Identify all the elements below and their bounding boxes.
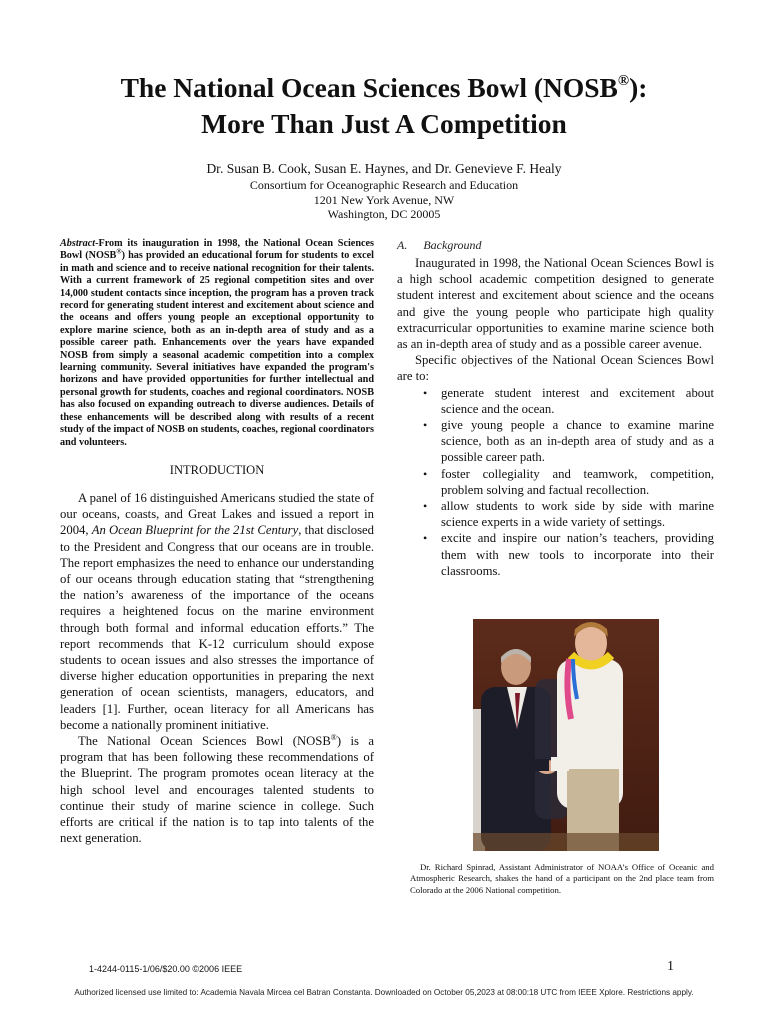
title-line-2: More Than Just A Competition [201,108,567,139]
objectives-list [397,385,714,579]
handshake-photo [473,619,659,851]
list-item: • foster collegiality and teamwork, competition, problem solving and factual recollection. [423,466,714,497]
list-item: • excite and inspire our nation’s teachers, providing them with new tools to incorporate into their classrooms. [423,531,714,578]
registered-mark: ® [617,73,630,89]
right-column [397,238,714,579]
bullet-icon: • [423,418,428,433]
abstract-label: Abstract [60,238,96,249]
report-title: An Ocean Blueprint for the 21st Century [91,523,299,538]
list-item: • allow students to work side by side with marine science experts in a wide variety of settings. [423,499,714,530]
bullet-icon: • [423,466,428,481]
paper-title [40,70,728,142]
intro-paragraph-1: A panel of 16 distinguished Americans studied the state of our oceans, coasts, and Great Lakes and issued a report in 2004, An Ocean Blueprint for the 21st Century, that disclosed to the President and Congress that our oceans are in trouble. The report emphasizes the need to enhance our understanding of our oceans through education stating that “strengthening the nation’s awareness of the importance of the oceans requires a heightened focus on the marine environment through both formal and informal education efforts.” The report recommends that K-12 curriculum should expose students to ocean issues and also stresses the importance of diverse higher education opportunities in preparing the next generation of ocean scientists, managers, educators, and leaders [1]. Further, ocean literacy for all Americans has become a nationally prominent initiative. [60,490,375,732]
affiliation-city: Washington, DC 20005 [327,207,441,221]
copyright-notice: 1-4244-0115-1/06/$20.00 ©2006 IEEE [89,964,243,974]
photo-illustration [473,619,659,851]
list-item: • give young people a chance to examine marine science, both as an in-depth area of study and as a possible career path. [423,418,714,465]
affiliation-org: Consortium for Oceanographic Research and Education [249,178,519,192]
author-list: Dr. Susan B. Cook, Susan E. Haynes, and Dr. Genevieve F. Healy [206,161,562,176]
left-column [60,238,374,846]
bullet-icon: • [423,531,428,546]
title-line-1: The National Ocean Sciences Bowl (NOSB®): [120,72,648,103]
figure-caption: Dr. Richard Spinrad, Assistant Administrator of NOAA’s Office of Oceanic and Atmospheric Research, shakes the hand of a participant on the 2nd place team from Colorado at the 2006 National competition. [410,862,714,895]
background-paragraph-1: Inaugurated in 1998, the National Ocean Sciences Bowl is a high school academic competition designed to generate student interest and excitement about science and the oceans and give the young people who participate high quality extracurricular opportunities to examine marine science both as an in-depth area of study and as a possible career avenue. [397,256,714,352]
section-heading-introduction: INTRODUCTION [169,462,265,477]
bullet-icon: • [423,385,428,400]
bullet-icon: • [423,499,428,514]
license-notice: Authorized licensed use limited to: Academia Navala Mircea cel Batran Constanta. Downloaded on October 05,2023 at 08:00:18 UTC from IEEE Xplore. Restrictions apply. [74,988,694,997]
intro-paragraph-2: The National Ocean Sciences Bowl (NOSB®) is a program that has been following these recommendations of the Blueprint. The program promotes ocean literacy at the high school level and encourages talented students to continue their study of marine science in college. Such efforts are critical if the nation is to tap into talents of the next generation. [60,732,375,846]
affiliation-street: 1201 New York Avenue, NW [313,192,455,207]
list-item: • generate student interest and excitement about science and the ocean. [423,385,714,416]
background-paragraph-2: Specific objectives of the National Ocean Sciences Bowl are to: [397,353,714,384]
subsection-heading-background: A. Background [397,238,482,252]
abstract: Abstract-From its inauguration in 1998, the National Ocean Sciences Bowl (NOSB®) has provided an educational forum for students to excel in math and science and to receive national recognition for their talents. With a current framework of 25 regional competition sites and over 14,000 student contacts since inception, the program has a proven track record for generating student interest and excitement about science and the oceans and offers young people an exceptional opportunity to explore marine science, both as an in-depth area of study and as a possible career path. Enhancements over the years have expanded NOSB from simply a seasonal academic competition into a complex learning community. Several initiatives have expanded the program's horizons and have provided opportunities for further intellectual and personal growth for students, coaches and regional coordinators. NOSB has also focused on expanding outreach to diverse audiences. Details of these enhancements will be described along with results of a recent study of the impact of NOSB on students, coaches, regional coordinators and volunteers. [60,238,374,448]
page-number: 1 [667,959,674,974]
affiliation [40,178,728,222]
